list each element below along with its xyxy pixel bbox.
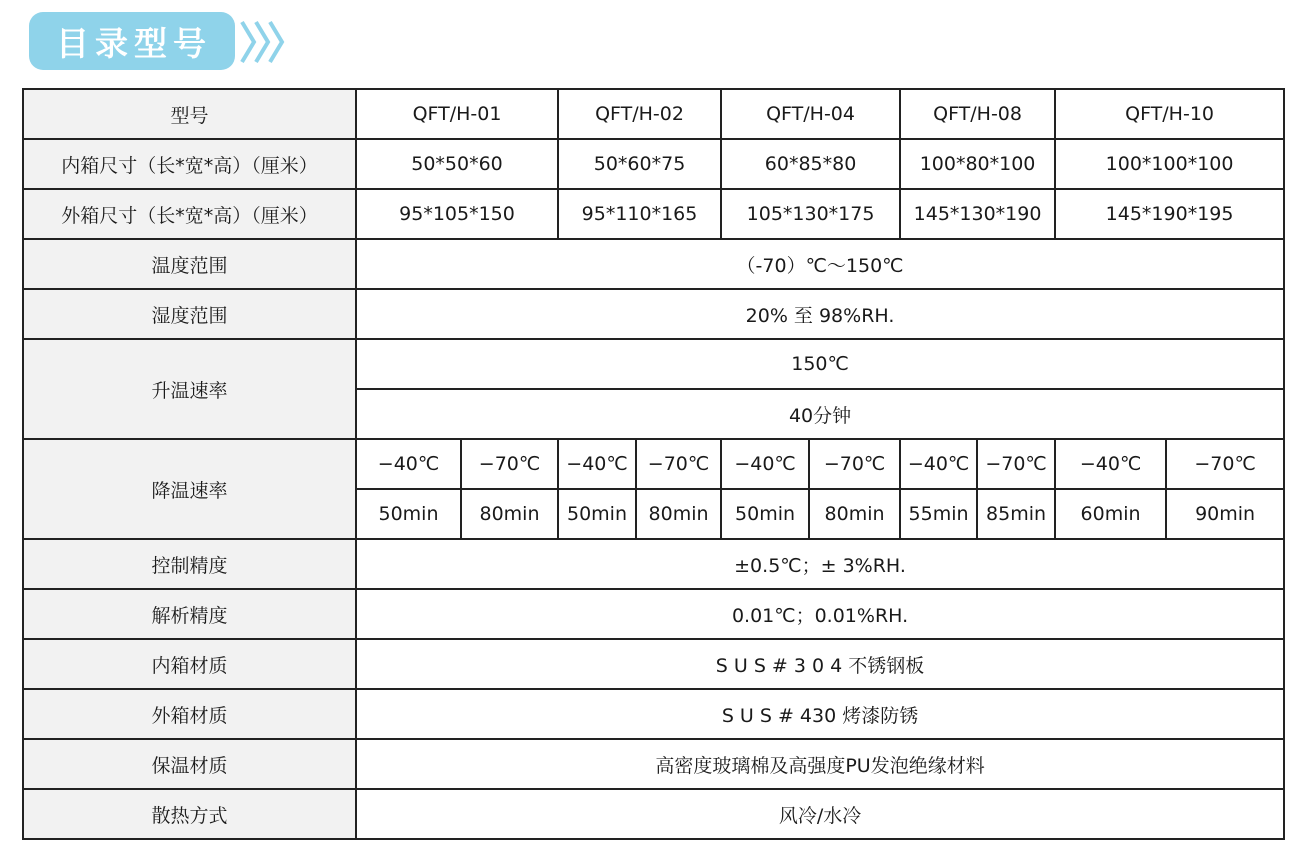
- table-row-heating-rate: [23, 339, 1284, 389]
- cooling-time-cell: 50min: [721, 489, 809, 539]
- cooling-temp-cell: −40℃: [558, 439, 636, 489]
- outer-size-cell: 145*130*190: [900, 189, 1055, 239]
- inner-size-cell: 60*85*80: [721, 139, 900, 189]
- row-label-heating-rate: 升温速率: [23, 339, 356, 439]
- row-label-resolution: 解析精度: [23, 589, 356, 639]
- cooling-temp-cell: −70℃: [461, 439, 558, 489]
- row-label-insulation: 保温材质: [23, 739, 356, 789]
- outer-size-cell: 105*130*175: [721, 189, 900, 239]
- inner-size-cell: 50*50*60: [356, 139, 558, 189]
- outer-size-cell: 145*190*195: [1055, 189, 1284, 239]
- table-row-outer-material: [23, 689, 1284, 739]
- table-row-resolution: [23, 589, 1284, 639]
- model-cell: QFT/H-01: [356, 89, 558, 139]
- inner-material-value: S U S # 3 0 4 不锈钢板: [356, 639, 1284, 689]
- table-row-cooling-method: [23, 789, 1284, 839]
- table-row-model: [23, 89, 1284, 139]
- row-label-outer-size: 外箱尺寸（长*宽*高）（厘米）: [23, 189, 356, 239]
- section-title-banner: [29, 12, 235, 70]
- cooling-time-cell: 50min: [356, 489, 461, 539]
- row-label-control-precision: 控制精度: [23, 539, 356, 589]
- cooling-time-cell: 85min: [977, 489, 1055, 539]
- cooling-time-cell: 80min: [809, 489, 900, 539]
- table-row-outer-size: [23, 189, 1284, 239]
- cooling-method-value: 风冷/水冷: [356, 789, 1284, 839]
- inner-size-cell: 100*80*100: [900, 139, 1055, 189]
- table-row-inner-material: [23, 639, 1284, 689]
- table-row-humidity-range: [23, 289, 1284, 339]
- row-label-humidity-range: 湿度范围: [23, 289, 356, 339]
- cooling-time-cell: 60min: [1055, 489, 1166, 539]
- humidity-range-value: 20% 至 98%RH.: [356, 289, 1284, 339]
- cooling-temp-cell: −70℃: [636, 439, 721, 489]
- chevron-right-icon: [238, 16, 288, 68]
- cooling-temp-cell: −40℃: [721, 439, 809, 489]
- outer-size-cell: 95*105*150: [356, 189, 558, 239]
- heating-rate-time: 40分钟: [356, 389, 1284, 439]
- cooling-temp-cell: −40℃: [1055, 439, 1166, 489]
- table-row-insulation: [23, 739, 1284, 789]
- model-cell: QFT/H-04: [721, 89, 900, 139]
- model-cell: QFT/H-08: [900, 89, 1055, 139]
- cooling-time-cell: 90min: [1166, 489, 1284, 539]
- control-precision-value: ±0.5℃；± 3%RH.: [356, 539, 1284, 589]
- row-label-temp-range: 温度范围: [23, 239, 356, 289]
- table-row-temp-range: [23, 239, 1284, 289]
- outer-size-cell: 95*110*165: [558, 189, 721, 239]
- cooling-temp-cell: −70℃: [809, 439, 900, 489]
- temp-range-value: （-70）℃～150℃: [356, 239, 1284, 289]
- inner-size-cell: 50*60*75: [558, 139, 721, 189]
- row-label-cooling-method: 散热方式: [23, 789, 356, 839]
- heating-rate-temp: 150℃: [356, 339, 1284, 389]
- spec-table: [22, 88, 1285, 840]
- cooling-temp-cell: −70℃: [977, 439, 1055, 489]
- row-label-inner-size: 内箱尺寸（长*宽*高）（厘米）: [23, 139, 356, 189]
- outer-material-value: S U S # 430 烤漆防锈: [356, 689, 1284, 739]
- table-row-control-precision: [23, 539, 1284, 589]
- resolution-value: 0.01℃；0.01%RH.: [356, 589, 1284, 639]
- inner-size-cell: 100*100*100: [1055, 139, 1284, 189]
- row-label-outer-material: 外箱材质: [23, 689, 356, 739]
- model-cell: QFT/H-02: [558, 89, 721, 139]
- cooling-temp-cell: −70℃: [1166, 439, 1284, 489]
- table-row-cooling-temps: [23, 439, 1284, 489]
- cooling-time-cell: 55min: [900, 489, 977, 539]
- cooling-time-cell: 80min: [636, 489, 721, 539]
- cooling-temp-cell: −40℃: [900, 439, 977, 489]
- model-cell: QFT/H-10: [1055, 89, 1284, 139]
- row-label-inner-material: 内箱材质: [23, 639, 356, 689]
- insulation-value: 高密度玻璃棉及高强度PU发泡绝缘材料: [356, 739, 1284, 789]
- cooling-time-cell: 80min: [461, 489, 558, 539]
- table-row-inner-size: [23, 139, 1284, 189]
- cooling-temp-cell: −40℃: [356, 439, 461, 489]
- row-label-cooling-rate: 降温速率: [23, 439, 356, 539]
- row-label-model: 型号: [23, 89, 356, 139]
- cooling-time-cell: 50min: [558, 489, 636, 539]
- section-title: 目录型号: [56, 23, 212, 63]
